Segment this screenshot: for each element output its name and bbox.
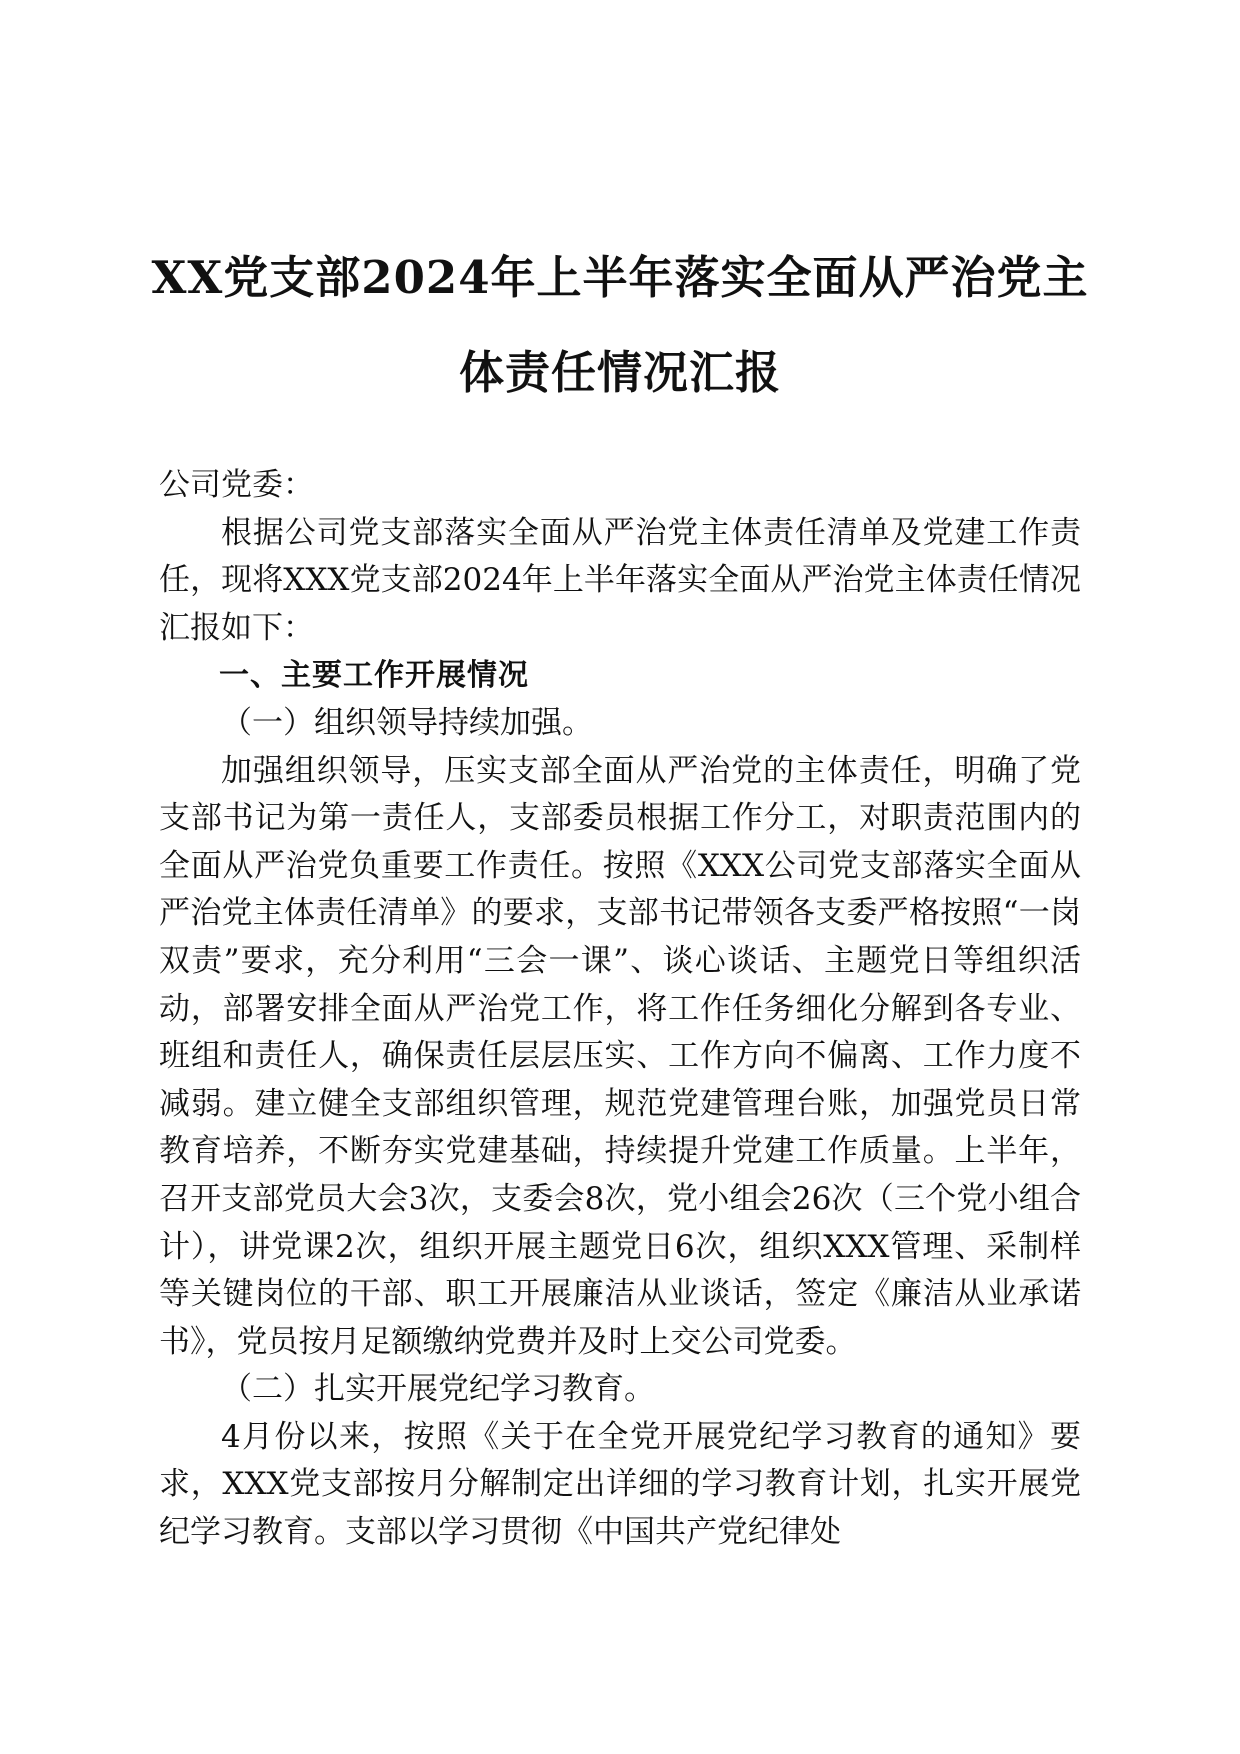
section-heading-1: 一、主要工作开展情况 <box>219 658 529 694</box>
title-line-1: XX党支部2024年上半年落实全面从严治党主 <box>151 251 1089 304</box>
salutation: 公司党委： <box>159 467 314 503</box>
subsection-heading-2: （二）扎实开展党纪学习教育。 <box>221 1371 655 1408</box>
title-line-2: 体责任情况汇报 <box>458 346 781 399</box>
intro-paragraph: 根据公司党支部落实全面从严治党主体责任清单及党建工作责任，现将XXX党支部2024年上半年落实全面从严治党主体责任情况汇报如下： <box>159 514 1081 646</box>
subsection-heading-1: （一）组织领导持续加强。 <box>221 704 593 741</box>
subsection-1-paragraph: 加强组织领导，压实支部全面从严治党的主体责任，明确了党支部书记为第一责任人，支部委员根据工作分工，对职责范围内的全面从严治党负重要工作责任。按照《XXX公司党支部落实全面从严治党主体责任清单》的要求，支部书记带领各支委严格按照“一岗双责”要求，充分利用“三会一课”、谈心谈话、主题党日等组织活动，部署安排全面从严治党工作，将工作任务细化分解到各专业、班组和责任人，确保责任层层压实、工作方向不偏离、工作力度不减弱。建立健全支部组织管理，规范党建管理台账，加强党员日常教育培养，不断夯实党建基础，持续提升党建工作质量。上半年，召开支部党员大会3次，支委会8次，党小组会26次（三个党小组合计），讲党课2次，组织开展主题党日6次，组织XXX管理、采制样等关键岗位的干部、职工开展廉洁从业谈话，签定《廉洁从业承诺书》，党员按月足额缴纳党费并及时上交公司党委。 <box>159 752 1081 1360</box>
document-title <box>140 230 1100 420</box>
subsection-2-paragraph: 4月份以来，按照《关于在全党开展党纪学习教育的通知》要求，XXX党支部按月分解制定出详细的学习教育计划，扎实开展党纪学习教育。支部以学习贯彻《中国共产党纪律处 <box>159 1418 1081 1551</box>
document-body <box>159 462 1081 1557</box>
